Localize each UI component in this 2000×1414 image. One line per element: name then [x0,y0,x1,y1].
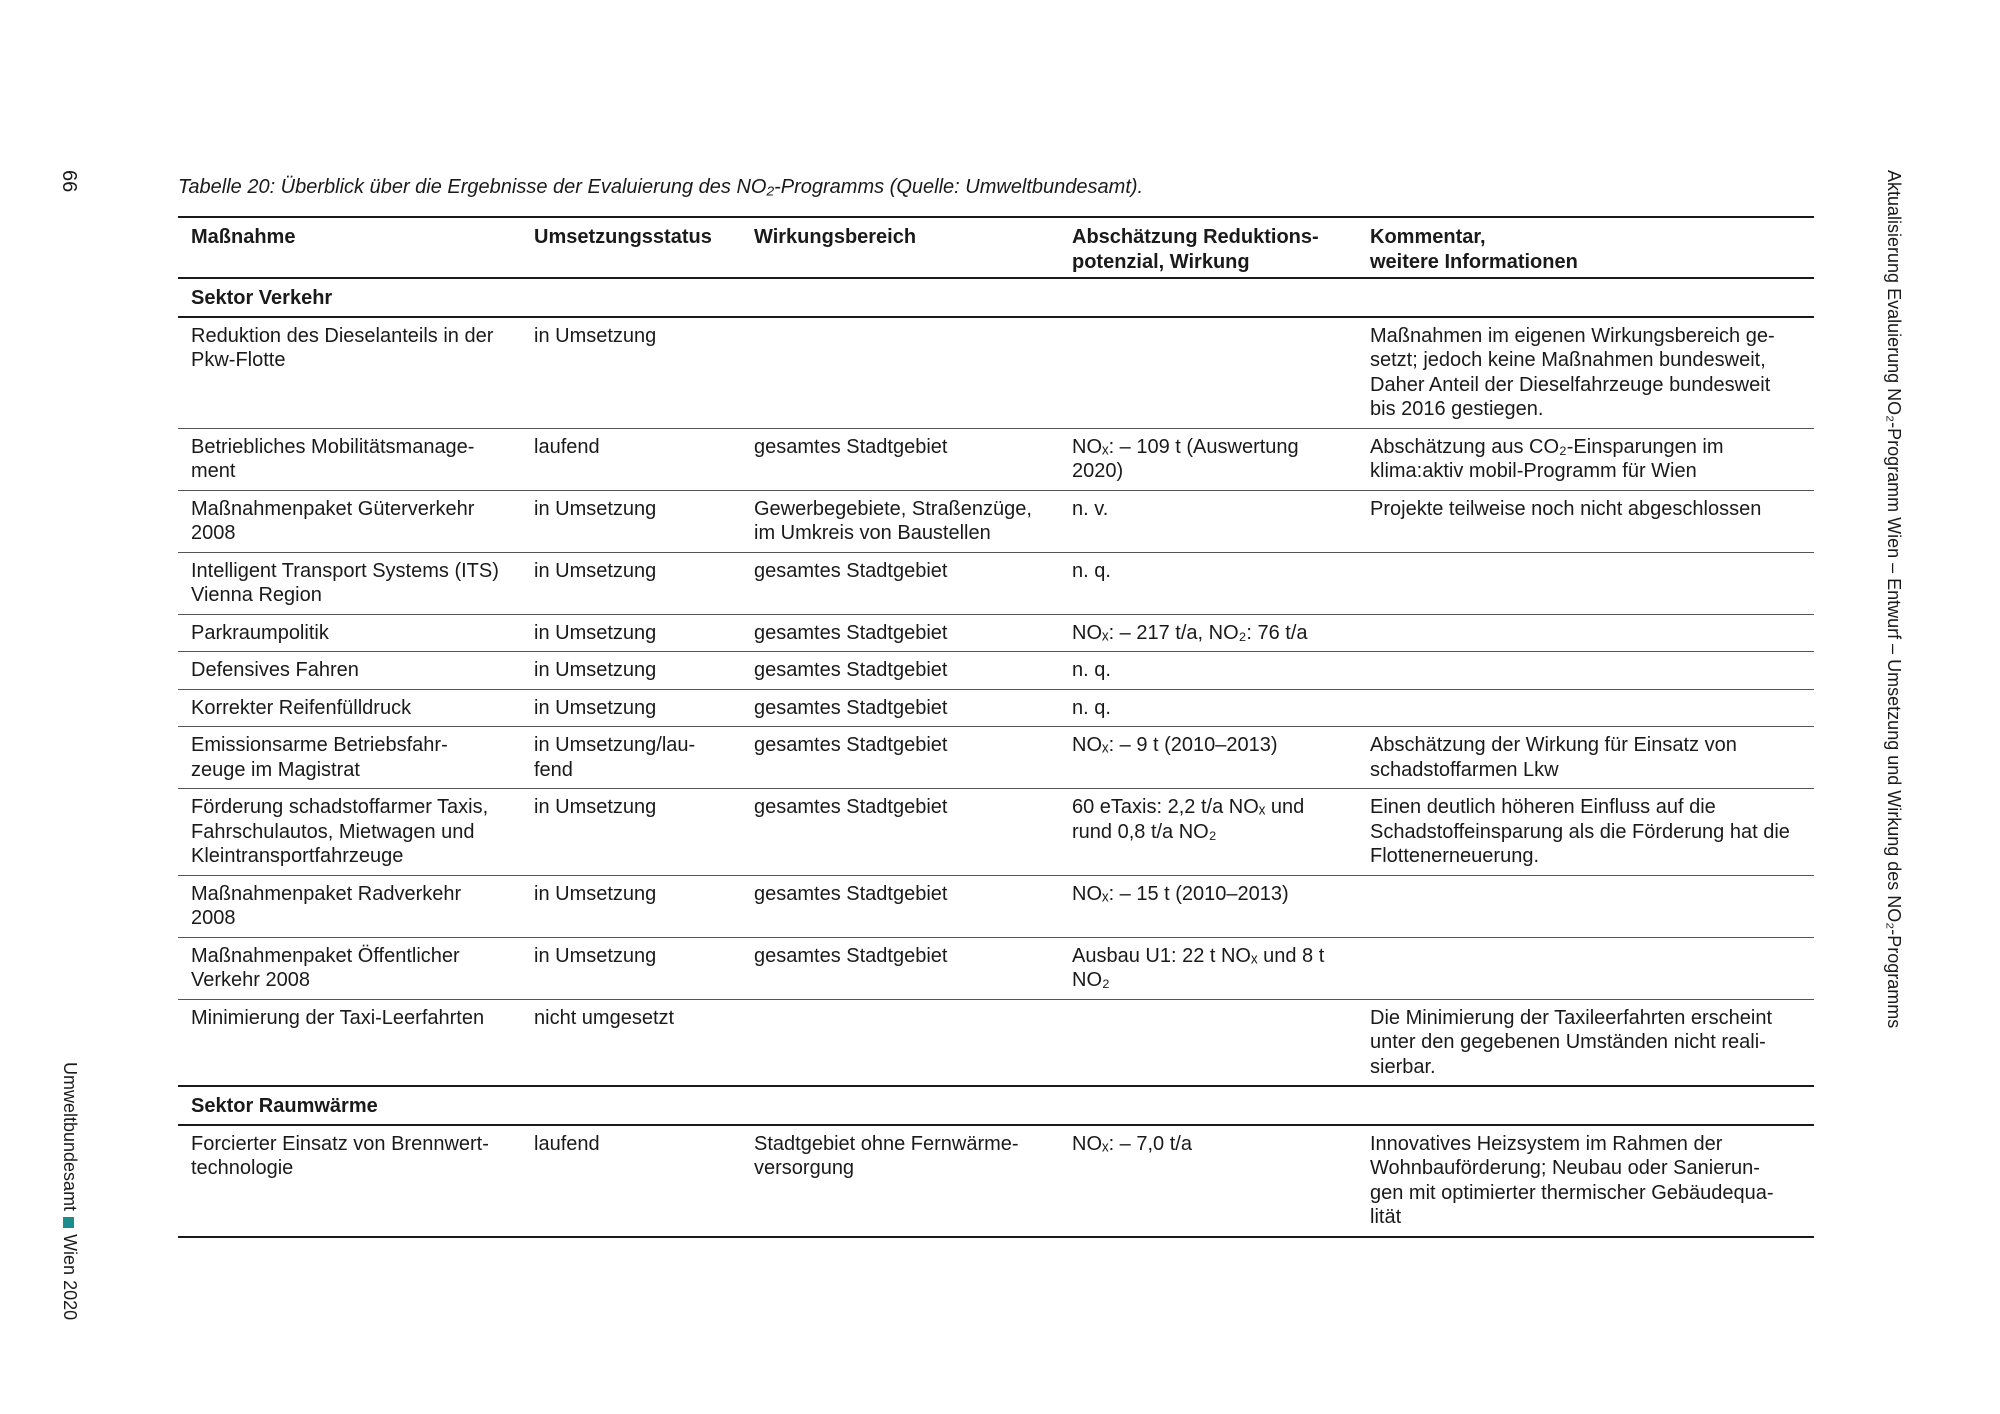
cell-c2: in Umsetzung [521,317,741,429]
cell-c4: NOₓ: – 217 t/a, NO₂: 76 t/a [1059,614,1357,652]
cell-c3: Stadtgebiet ohne Fernwärme- versorgung [741,1125,1059,1237]
cell-c1: Emissionsarme Betriebsfahr- zeuge im Magistrat [178,727,521,789]
cell-c2: laufend [521,428,741,490]
cell-c3: gesamtes Stadtgebiet [741,552,1059,614]
footer-publisher [59,1062,80,1320]
cell-c2: in Umsetzung [521,552,741,614]
cell-c5 [1357,875,1814,937]
cell-c3: gesamtes Stadtgebiet [741,652,1059,690]
cell-c1: Forcierter Einsatz von Brennwert- technologie [178,1125,521,1237]
cell-c5 [1357,689,1814,727]
cell-c2: in Umsetzung [521,689,741,727]
page-number: 66 [58,170,80,193]
table-row [178,1125,1814,1237]
table-caption: Tabelle 20: Überblick über die Ergebnisse der Evaluierung des NO₂-Programms (Quelle: Umweltbundesamt). [178,176,1144,198]
table-row [178,317,1814,429]
header-reduktionspotenzial: Abschätzung Reduktions- potenzial, Wirkung [1072,226,1319,273]
cell-c3: gesamtes Stadtgebiet [741,727,1059,789]
cell-c1: Maßnahmenpaket Güterverkehr 2008 [178,490,521,552]
table-row [178,689,1814,727]
cell-c2: in Umsetzung [521,789,741,876]
cell-c3: gesamtes Stadtgebiet [741,789,1059,876]
cell-c2: in Umsetzung [521,614,741,652]
cell-c3: gesamtes Stadtgebiet [741,689,1059,727]
cell-c1: Parkraumpolitik [178,614,521,652]
header-kommentar: Kommentar, weitere Informationen [1370,226,1578,273]
table-row [178,552,1814,614]
table-row [178,727,1814,789]
cell-c4: 60 eTaxis: 2,2 t/a NOₓ und rund 0,8 t/a NO₂ [1059,789,1357,876]
header-massnahme: Maßnahme [191,226,296,248]
cell-c2: laufend [521,1125,741,1237]
cell-c5: Projekte teilweise noch nicht abgeschlossen [1357,490,1814,552]
cell-c1: Korrekter Reifenfülldruck [178,689,521,727]
cell-c2: in Umsetzung [521,937,741,999]
cell-c1: Defensives Fahren [178,652,521,690]
sector-title: Sektor Verkehr [178,278,1814,317]
header-wirkungsbereich: Wirkungsbereich [754,226,917,248]
cell-c3: Gewerbegebiete, Straßenzüge, im Umkreis von Baustellen [741,490,1059,552]
table-row [178,875,1814,937]
table-row [178,999,1814,1086]
cell-c3: gesamtes Stadtgebiet [741,937,1059,999]
cell-c3 [741,317,1059,429]
table-row [178,490,1814,552]
cell-c5: Einen deutlich höheren Einfluss auf die Schadstoffeinsparung als die Förderung hat die Flottenerneuerung. [1357,789,1814,876]
cell-c1: Förderung schadstoffarmer Taxis, Fahrschulautos, Mietwagen und Kleintransportfahrzeuge [178,789,521,876]
cell-c5 [1357,614,1814,652]
cell-c4 [1059,317,1357,429]
cell-c4 [1059,999,1357,1086]
cell-c5: Abschätzung aus CO₂-Einsparungen im klima:aktiv mobil-Programm für Wien [1357,428,1814,490]
cell-c4: n. q. [1059,652,1357,690]
square-bullet-icon [63,1217,74,1228]
cell-c3: gesamtes Stadtgebiet [741,428,1059,490]
sector-title: Sektor Raumwärme [178,1086,1814,1125]
cell-c5: Maßnahmen im eigenen Wirkungsbereich ge- setzt; jedoch keine Maßnahmen bundesweit, Daher Anteil der Dieselfahrzeuge bundesweit bis 2016 gestiegen. [1357,317,1814,429]
cell-c1: Reduktion des Dieselanteils in der Pkw-Flotte [178,317,521,429]
cell-c2: in Umsetzung [521,652,741,690]
cell-c3: gesamtes Stadtgebiet [741,875,1059,937]
cell-c2: in Umsetzung [521,490,741,552]
cell-c5: Abschätzung der Wirkung für Einsatz von schadstoffarmen Lkw [1357,727,1814,789]
table-row [178,428,1814,490]
cell-c1: Maßnahmenpaket Öffentlicher Verkehr 2008 [178,937,521,999]
running-header: Aktualisierung Evaluierung NO₂-Programm Wien – Entwurf – Umsetzung und Wirkung des NO₂-Programms [1884,170,1904,1029]
header-umsetzungsstatus: Umsetzungsstatus [534,226,712,248]
cell-c1: Maßnahmenpaket Radverkehr 2008 [178,875,521,937]
table-row [178,614,1814,652]
cell-c3: gesamtes Stadtgebiet [741,614,1059,652]
table-row [178,937,1814,999]
table-row [178,789,1814,876]
publisher-name: Umweltbundesamt [60,1062,80,1212]
cell-c5 [1357,937,1814,999]
cell-c5 [1357,552,1814,614]
cell-c4: NOₓ: – 9 t (2010–2013) [1059,727,1357,789]
sector-row [178,1086,1814,1125]
cell-c4: n. q. [1059,552,1357,614]
cell-c2: in Umsetzung/lau- fend [521,727,741,789]
cell-c3 [741,999,1059,1086]
cell-c1: Betriebliches Mobilitätsmanage- ment [178,428,521,490]
cell-c4: NOₓ: – 15 t (2010–2013) [1059,875,1357,937]
table-header-row [178,217,1814,278]
cell-c1: Intelligent Transport Systems (ITS) Vienna Region [178,552,521,614]
cell-c5: Die Minimierung der Taxileerfahrten erscheint unter den gegebenen Umständen nicht reali- sierbar. [1357,999,1814,1086]
cell-c2: nicht umgesetzt [521,999,741,1086]
sector-row [178,278,1814,317]
table-row [178,652,1814,690]
cell-c2: in Umsetzung [521,875,741,937]
cell-c5: Innovatives Heizsystem im Rahmen der Wohnbauförderung; Neubau oder Sanierun- gen mit optimierter thermischer Gebäudequa- lität [1357,1125,1814,1237]
publisher-year: Wien 2020 [60,1234,80,1321]
cell-c1: Minimierung der Taxi-Leerfahrten [178,999,521,1086]
cell-c4: NOₓ: – 109 t (Auswertung 2020) [1059,428,1357,490]
cell-c4: n. v. [1059,490,1357,552]
cell-c4: Ausbau U1: 22 t NOₓ und 8 t NO₂ [1059,937,1357,999]
results-table [178,216,1814,1238]
cell-c4: n. q. [1059,689,1357,727]
cell-c4: NOₓ: – 7,0 t/a [1059,1125,1357,1237]
cell-c5 [1357,652,1814,690]
